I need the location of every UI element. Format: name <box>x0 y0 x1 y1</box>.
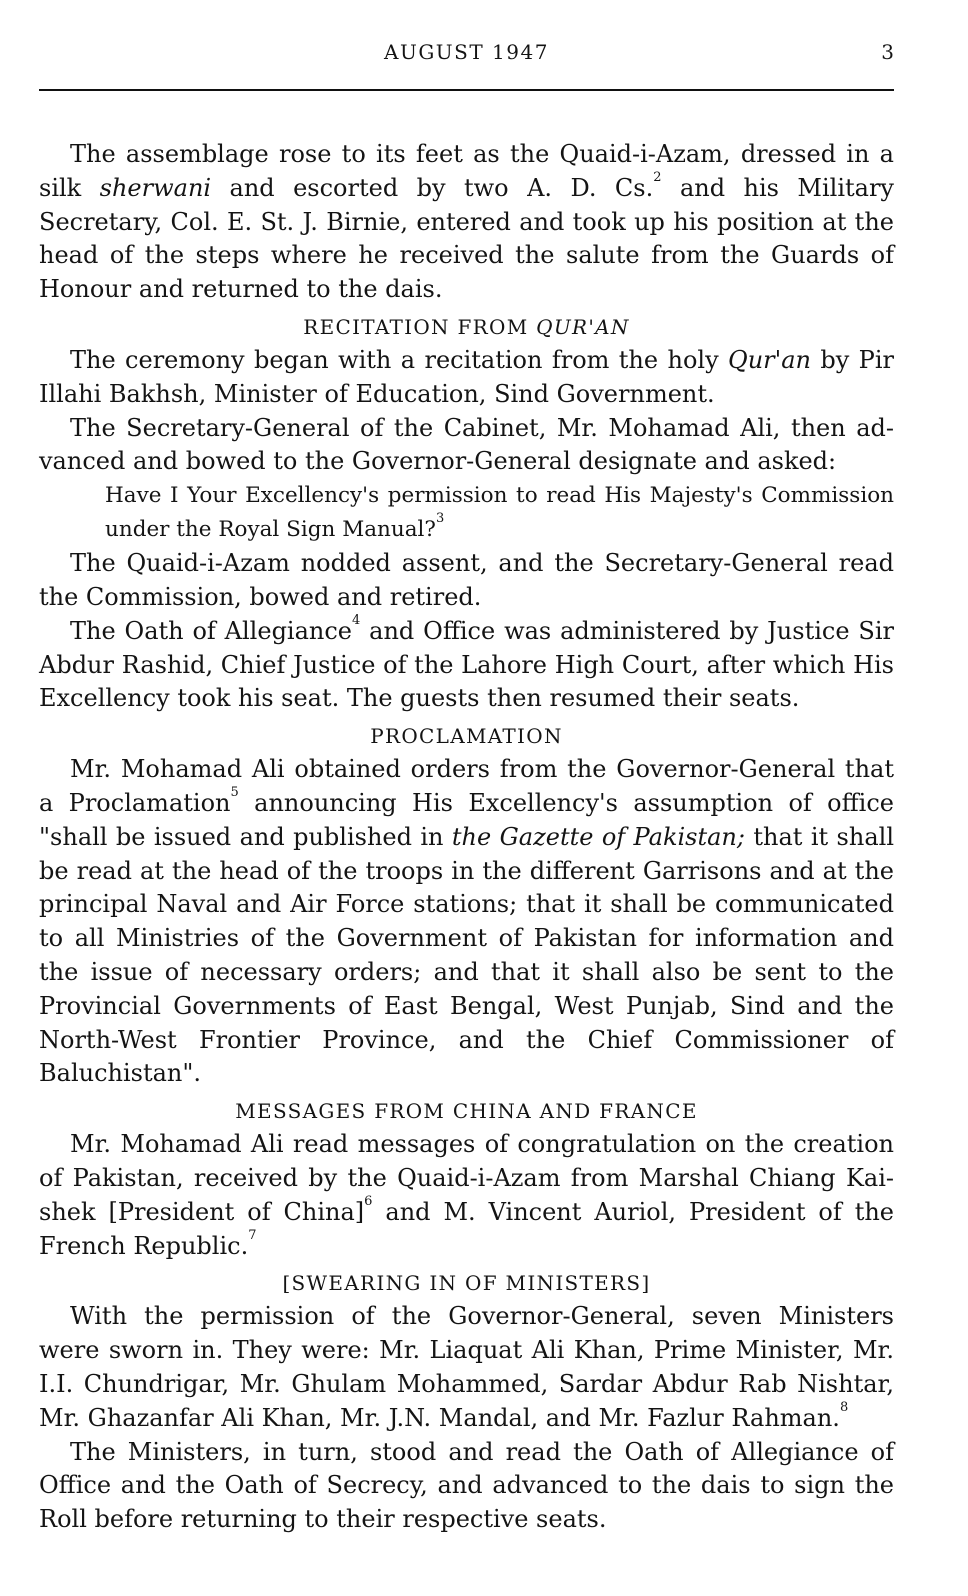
paragraph <box>39 344 894 412</box>
text-run: and M. Vincent Auriol, President of the French Republic. <box>39 1197 894 1260</box>
footnote-ref: 8 <box>839 1399 849 1415</box>
section-heading <box>39 721 894 751</box>
section-heading <box>39 312 894 342</box>
footnote-ref: 6 <box>364 1193 373 1209</box>
paragraph <box>39 1128 894 1263</box>
text-run: PROCLAMATION <box>370 724 563 749</box>
paragraph <box>39 547 894 615</box>
text-run: Have I Your Excellency's permission to read His Majesty's Commission under the Royal Sign Manual? <box>105 483 894 543</box>
section-heading <box>39 1096 894 1126</box>
italic-text: QUR'AN <box>536 314 630 339</box>
text-run: The Quaid-i-Azam nodded assent, and the Secretary-General read the Commission, bowed and retired. <box>39 549 894 611</box>
text-run: and his Military Secretary, Col. E. St. J. Birnie, entered and took up his position at the head of the steps where he received the salute from the Guards of Honour and returned to the dais. <box>39 173 894 304</box>
paragraph <box>39 612 894 716</box>
text-run: and escorted by two A. D. Cs. <box>211 173 654 202</box>
italic-text: the Gazette of Pakistan; <box>451 822 745 851</box>
block-quote <box>105 479 894 547</box>
paragraph <box>39 412 894 480</box>
running-head-title: AUGUST 1947 <box>384 40 549 64</box>
paragraph <box>39 753 894 1091</box>
footnote-ref: 5 <box>230 784 239 800</box>
text-run: MESSAGES FROM CHINA AND FRANCE <box>235 1099 698 1124</box>
paragraph <box>39 1436 894 1537</box>
footnote-ref: 7 <box>248 1227 257 1243</box>
text-run: by Pir Illahi Bakhsh, Minister of Education, Sind Government. <box>39 345 894 408</box>
paragraph <box>39 1300 894 1435</box>
italic-text: Qur'an <box>728 345 811 374</box>
text-run: Mr. Mohamad Ali obtained orders from the Governor-General that a Proclamation <box>39 755 894 817</box>
paragraph <box>39 138 894 307</box>
footnote-ref: 4 <box>352 612 361 628</box>
header-rule <box>39 89 894 91</box>
page-number: 3 <box>881 40 894 64</box>
footnote-ref: 3 <box>435 511 445 527</box>
text-run: The Oath of Allegiance <box>70 616 353 645</box>
text-run: The Ministers, in turn, stood and read the Oath of Allegiance of Office and the Oath of Secrecy, and advanced to the dais to sign the Roll before returning to their respective seats. <box>39 1437 894 1534</box>
footnote-ref: 2 <box>653 169 662 185</box>
text-run: RECITATION FROM <box>303 314 537 339</box>
text-run: announcing His Excellency's assumption of office "shall be issued and published in <box>39 788 894 851</box>
text-run: With the permission of the Governor-General, seven Ministers were sworn in. They were: Mr. Liaquat Ali Khan, Prime Minister, Mr. I.I. Chundrigar, Mr. Ghulam Mohammed, Sardar Abdur Rab Nishtar, Mr. Ghazanfar Ali Khan, Mr. J.N. Mandal, and Mr. Fazlur Rahman. <box>39 1302 894 1432</box>
text-run: and Office was administered by Justice Sir Abdur Rashid, Chief Justice of the Lahore High Court, after which His Excellency took his seat. The guests then resumed their seats. <box>39 616 894 713</box>
page-body <box>39 92 894 1537</box>
italic-text: sherwani <box>99 173 212 202</box>
text-run: Mr. Mohamad Ali read messages of congratulation on the creation of Pakistan, received by the Quaid-i-Azam from Marshal Chiang Kai-shek [President of China] <box>39 1130 894 1226</box>
text-run: The Secretary-General of the Cabinet, Mr. Mohamad Ali, then advanced and bowed to the Governor-General designate and asked: <box>39 413 894 476</box>
text-run: that it shall be read at the head of the troops in the different Garrisons and at the principal Naval and Air Force stations; that it shall be communicated to all Ministries of the Government of Pakistan for information and the issue of necessary orders; and that it shall also be sent to the Provincial Governments of East Bengal, West Punjab, Sind and the North-West Frontier Province, and the Chief Commissioner of Baluchistan". <box>39 822 894 1088</box>
text-run: [SWEARING IN OF MINISTERS] <box>282 1271 651 1296</box>
running-head <box>39 0 894 92</box>
text-run: The ceremony began with a recitation from the holy <box>70 345 729 374</box>
text-run: The assemblage rose to its feet as the Quaid-i-Azam, dressed in a silk <box>39 140 894 202</box>
section-heading <box>39 1268 894 1298</box>
